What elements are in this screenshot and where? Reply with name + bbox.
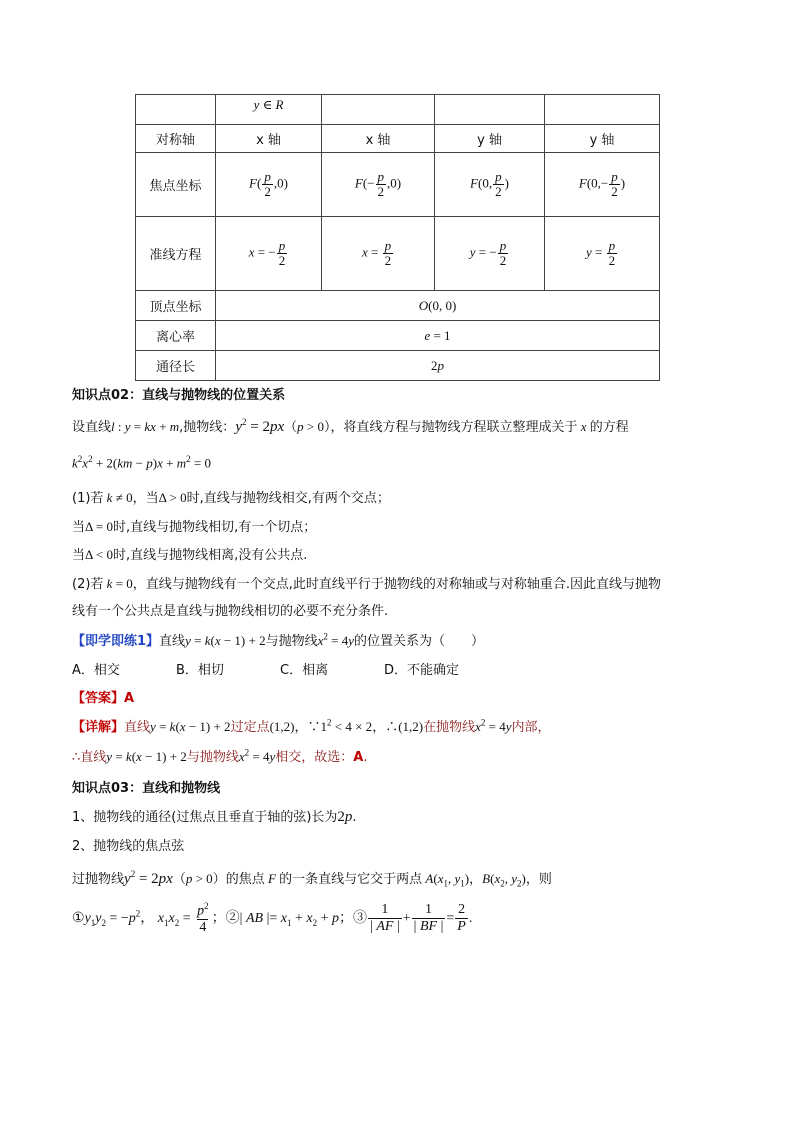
answer-line bbox=[72, 687, 134, 706]
latus-value: 2p bbox=[216, 351, 660, 381]
option-d: D．不能确定 bbox=[384, 663, 460, 678]
focus-cell-1: F( $\frac{p}{2}$ ,0) bbox=[216, 153, 322, 217]
case-3: 当Δ < 0时,直线与抛物线相离,没有公共点. bbox=[72, 547, 308, 563]
case-4-cont: 线有一个公共点是直线与抛物线相切的必要不充分条件. bbox=[72, 604, 389, 619]
detail-line-1: 【详解】直线y = k(x − 1) + 2过定点(1,2)，$\because 1^2 < 4 \times 2$，∴(1,2)在抛物线$x^2 = 4y$内部， bbox=[72, 717, 551, 735]
section-03-title: 知识点03：直线和抛物线 bbox=[72, 781, 221, 796]
directrix-cell-4: y = $\frac{p}{2}$ bbox=[545, 217, 660, 291]
axis-cell-1: x 轴 bbox=[216, 125, 322, 153]
section-02-intro: 设直线l : y = kx + m,抛物线：$y^2 = 2px(p > 0)$，将直线方程与抛物线方程联立整理成关于 x 的方程 bbox=[72, 417, 629, 435]
focus-cell-4: F(0,− $\frac{p}{2}$ ) bbox=[545, 153, 660, 217]
case-2: 当Δ = 0时,直线与抛物线相切,有一个切点； bbox=[72, 519, 317, 535]
section-02-title: 知识点02：直线与抛物线的位置关系 bbox=[72, 388, 286, 403]
table-row bbox=[136, 291, 660, 321]
exercise-tag: 【即学即练1】 bbox=[72, 634, 160, 649]
axis-label: 对称轴 bbox=[136, 125, 216, 153]
case-4: (2)若 k = 0，直线与抛物线有一个交点,此时直线平行于抛物线的对称轴或与对称轴重合.因此直线与抛物 bbox=[72, 576, 662, 592]
table-row bbox=[136, 217, 660, 291]
axis-cell-2: x 轴 bbox=[322, 125, 435, 153]
exercise-stem: 【即学即练1】直线y = k(x − 1) + 2与抛物线$x^2 = 4y$的位置关系为（ ） bbox=[72, 631, 485, 649]
option-a: A．相交 bbox=[72, 663, 120, 678]
y-range-cell: y ∈ R bbox=[216, 95, 322, 125]
directrix-cell-2: x = $\frac{p}{2}$ bbox=[322, 217, 435, 291]
quadratic-equation: $k^2x^2 + 2(km - p)x + m^2 = 0$ bbox=[72, 454, 211, 471]
table-row bbox=[136, 153, 660, 217]
table-row bbox=[136, 95, 660, 125]
axis-cell-4: y 轴 bbox=[545, 125, 660, 153]
directrix-cell-1: x = − $\frac{p}{2}$ bbox=[216, 217, 322, 291]
focus-label: 焦点坐标 bbox=[136, 153, 216, 217]
vertex-value: O(0, 0) bbox=[216, 291, 660, 321]
parabola-properties-table bbox=[135, 94, 660, 381]
axis-cell-3: y 轴 bbox=[435, 125, 545, 153]
option-b: B．相切 bbox=[176, 663, 224, 678]
directrix-cell-3: y = − $\frac{p}{2}$ bbox=[435, 217, 545, 291]
option-c: C．相离 bbox=[280, 663, 329, 678]
latus-label: 通径长 bbox=[136, 351, 216, 381]
table-row bbox=[136, 321, 660, 351]
vertex-label: 顶点坐标 bbox=[136, 291, 216, 321]
eccentricity-value: e = 1 bbox=[216, 321, 660, 351]
focus-cell-3: F(0, $\frac{p}{2}$ ) bbox=[435, 153, 545, 217]
answer-tag: 【答案】 bbox=[72, 691, 125, 706]
item-2: 2、抛物线的焦点弦 bbox=[72, 839, 185, 854]
answer-value: A bbox=[124, 691, 135, 706]
detail-line-2: ∴直线y = k(x − 1) + 2与抛物线$x^2 = 4y$相交，故选：A. bbox=[72, 747, 368, 765]
eccentricity-label: 离心率 bbox=[136, 321, 216, 351]
table-row bbox=[136, 351, 660, 381]
focus-cell-2: F(− $\frac{p}{2}$ ,0) bbox=[322, 153, 435, 217]
table-row bbox=[136, 125, 660, 153]
focal-chord-line: 过抛物线$y^2 = 2px(p > 0)$的焦点 F 的一条直线与它交于两点 $A(x_1$, $y_1$)，$B(x_2$, $y_2$)，则 bbox=[72, 869, 552, 889]
directrix-label: 准线方程 bbox=[136, 217, 216, 291]
item-1: 1、抛物线的通径(过焦点且垂直于轴的弦)长为2p. bbox=[72, 809, 357, 825]
case-1: (1)若 k ≠ 0，当Δ > 0时,直线与抛物线相交,有两个交点； bbox=[72, 490, 390, 506]
focal-chord-properties: $①y_1y_2 = -p^2$， $x_1x_2$ = $\frac{p^2}{4}$ ；②| AB |= $x_1 + x_2 + p$；③ $\frac{1}{| AF |}$ + $\frac{1}{| BF |}$ = $\frac{2}{P}$ . bbox=[72, 901, 473, 936]
exercise-options bbox=[72, 659, 488, 678]
detail-tag: 【详解】 bbox=[72, 720, 125, 735]
